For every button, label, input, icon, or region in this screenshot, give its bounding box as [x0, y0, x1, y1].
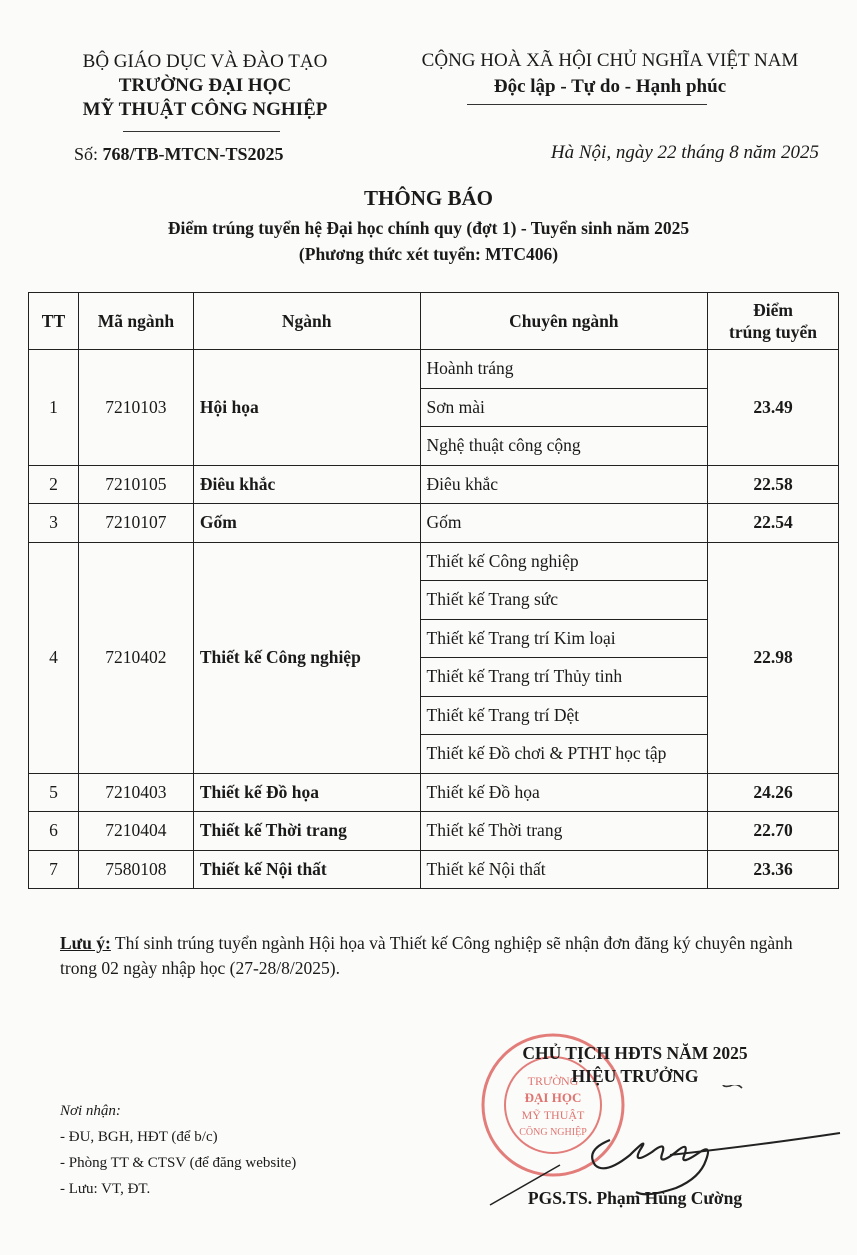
header-diem-line2: trúng tuyển [729, 322, 818, 342]
cell-chuyen: Thiết kế Công nghiệp [420, 542, 708, 581]
cell-chuyen: Thiết kế Nội thất [420, 850, 708, 889]
cell-chuyen: Thiết kế Trang trí Thủy tinh [420, 658, 708, 697]
table-row [29, 542, 839, 581]
cell-ma: 7210105 [78, 465, 193, 504]
cell-chuyen: Hoành tráng [420, 350, 708, 389]
cell-nganh: Điêu khắc [193, 465, 420, 504]
table-row [29, 465, 839, 504]
header-chuyen-nganh: Chuyên ngành [420, 293, 708, 350]
header-tt: TT [29, 293, 79, 350]
table-row [29, 350, 839, 389]
cell-chuyen: Thiết kế Trang trí Kim loại [420, 619, 708, 658]
table-header-row [29, 293, 839, 350]
cell-chuyen: Thiết kế Đồ họa [420, 773, 708, 812]
motto: Độc lập - Tự do - Hạnh phúc [493, 76, 727, 97]
cell-tt: 4 [29, 542, 79, 773]
stamp-text: MỸ THUẬT [521, 1108, 585, 1122]
issue-date: Hà Nội, ngày 22 tháng 8 năm 2025 [550, 142, 819, 163]
cell-chuyen: Thiết kế Đồ chơi & PTHT học tập [420, 735, 708, 774]
cell-tt: 3 [29, 504, 79, 543]
cell-chuyen: Thiết kế Trang trí Dệt [420, 696, 708, 735]
header-diem-line1: Điểm [753, 300, 793, 320]
cell-chuyen: Điêu khắc [420, 465, 708, 504]
note-label: Lưu ý: [60, 933, 111, 953]
cell-nganh: Hội họa [193, 350, 420, 466]
stamp-text: ĐẠI HỌC [524, 1090, 582, 1105]
cell-diem: 22.58 [708, 465, 839, 504]
subtitle-line2: (Phương thức xét tuyển: MTC406) [298, 244, 559, 264]
cell-tt: 6 [29, 812, 79, 851]
cell-diem: 23.49 [708, 350, 839, 466]
school-name-line2: MỸ THUẬT CÔNG NGHIỆP [82, 99, 328, 120]
recipient-item: - Phòng TT & CTSV (để đăng website) [60, 1155, 297, 1171]
cell-chuyen: Gốm [420, 504, 708, 543]
cell-diem: 23.36 [708, 850, 839, 889]
cell-tt: 2 [29, 465, 79, 504]
signer-name: PGS.TS. Phạm Hùng Cường [527, 1188, 743, 1208]
cell-tt: 7 [29, 850, 79, 889]
cell-nganh: Thiết kế Thời trang [193, 812, 420, 851]
cell-ma: 7210403 [78, 773, 193, 812]
school-name-line1: TRƯỜNG ĐẠI HỌC [118, 75, 292, 96]
ministry-name: BỘ GIÁO DỤC VÀ ĐÀO TẠO [82, 51, 328, 72]
signer-title-line1: CHỦ TỊCH HĐTS NĂM 2025 [522, 1043, 748, 1063]
cell-nganh: Thiết kế Đồ họa [193, 773, 420, 812]
signer-title-line2: HIỆU TRƯỞNG [571, 1066, 699, 1086]
cell-tt: 1 [29, 350, 79, 466]
cell-ma: 7210402 [78, 542, 193, 773]
note-paragraph [60, 931, 820, 981]
cell-nganh: Gốm [193, 504, 420, 543]
cell-diem: 24.26 [708, 773, 839, 812]
cell-diem: 22.98 [708, 542, 839, 773]
table-row [29, 812, 839, 851]
document-number [74, 144, 284, 165]
recipients-heading: Nơi nhận: [60, 1103, 121, 1119]
document-subtitle [0, 215, 857, 267]
cell-chuyen: Thiết kế Trang sức [420, 581, 708, 620]
cell-ma: 7580108 [78, 850, 193, 889]
header-diem [708, 293, 839, 350]
stamp-text: CÔNG NGHIỆP [519, 1127, 587, 1138]
document-number-value: 768/TB-MTCN-TS2025 [102, 144, 284, 164]
admission-score-table [28, 292, 839, 889]
cell-ma: 7210103 [78, 350, 193, 466]
cell-ma: 7210107 [78, 504, 193, 543]
issuer-block [40, 50, 370, 122]
recipient-item: - ĐU, BGH, HĐT (để b/c) [60, 1129, 218, 1145]
cell-chuyen: Nghệ thuật công cộng [420, 427, 708, 466]
cell-nganh: Thiết kế Công nghiệp [193, 542, 420, 773]
header-nganh: Ngành [193, 293, 420, 350]
note-text: Thí sinh trúng tuyển ngành Hội họa và Thiết kế Công nghiệp sẽ nhận đơn đăng ký chuyên ngành trong 02 ngày nhập học (27-28/8/2025). [60, 933, 793, 978]
recipient-item: - Lưu: VT, ĐT. [60, 1181, 151, 1197]
cell-tt: 5 [29, 773, 79, 812]
table-row [29, 773, 839, 812]
cell-chuyen: Thiết kế Thời trang [420, 812, 708, 851]
table-row [29, 850, 839, 889]
document-number-label: Số: [74, 144, 99, 164]
motto-underline [467, 104, 707, 105]
national-header [395, 48, 825, 100]
cell-ma: 7210404 [78, 812, 193, 851]
table-row [29, 504, 839, 543]
cell-nganh: Thiết kế Nội thất [193, 850, 420, 889]
subtitle-line1: Điểm trúng tuyển hệ Đại học chính quy (đợt 1) - Tuyển sinh năm 2025 [167, 218, 690, 238]
cell-diem: 22.70 [708, 812, 839, 851]
document-title: THÔNG BÁO [364, 186, 493, 210]
country-name: CỘNG HOÀ XÃ HỘI CHỦ NGHĨA VIỆT NAM [421, 50, 799, 71]
header-ma-nganh: Mã ngành [78, 293, 193, 350]
stamp-text: TRƯỜNG [527, 1074, 579, 1088]
issuer-underline [123, 131, 280, 132]
cell-chuyen: Sơn mài [420, 388, 708, 427]
cell-diem: 22.54 [708, 504, 839, 543]
